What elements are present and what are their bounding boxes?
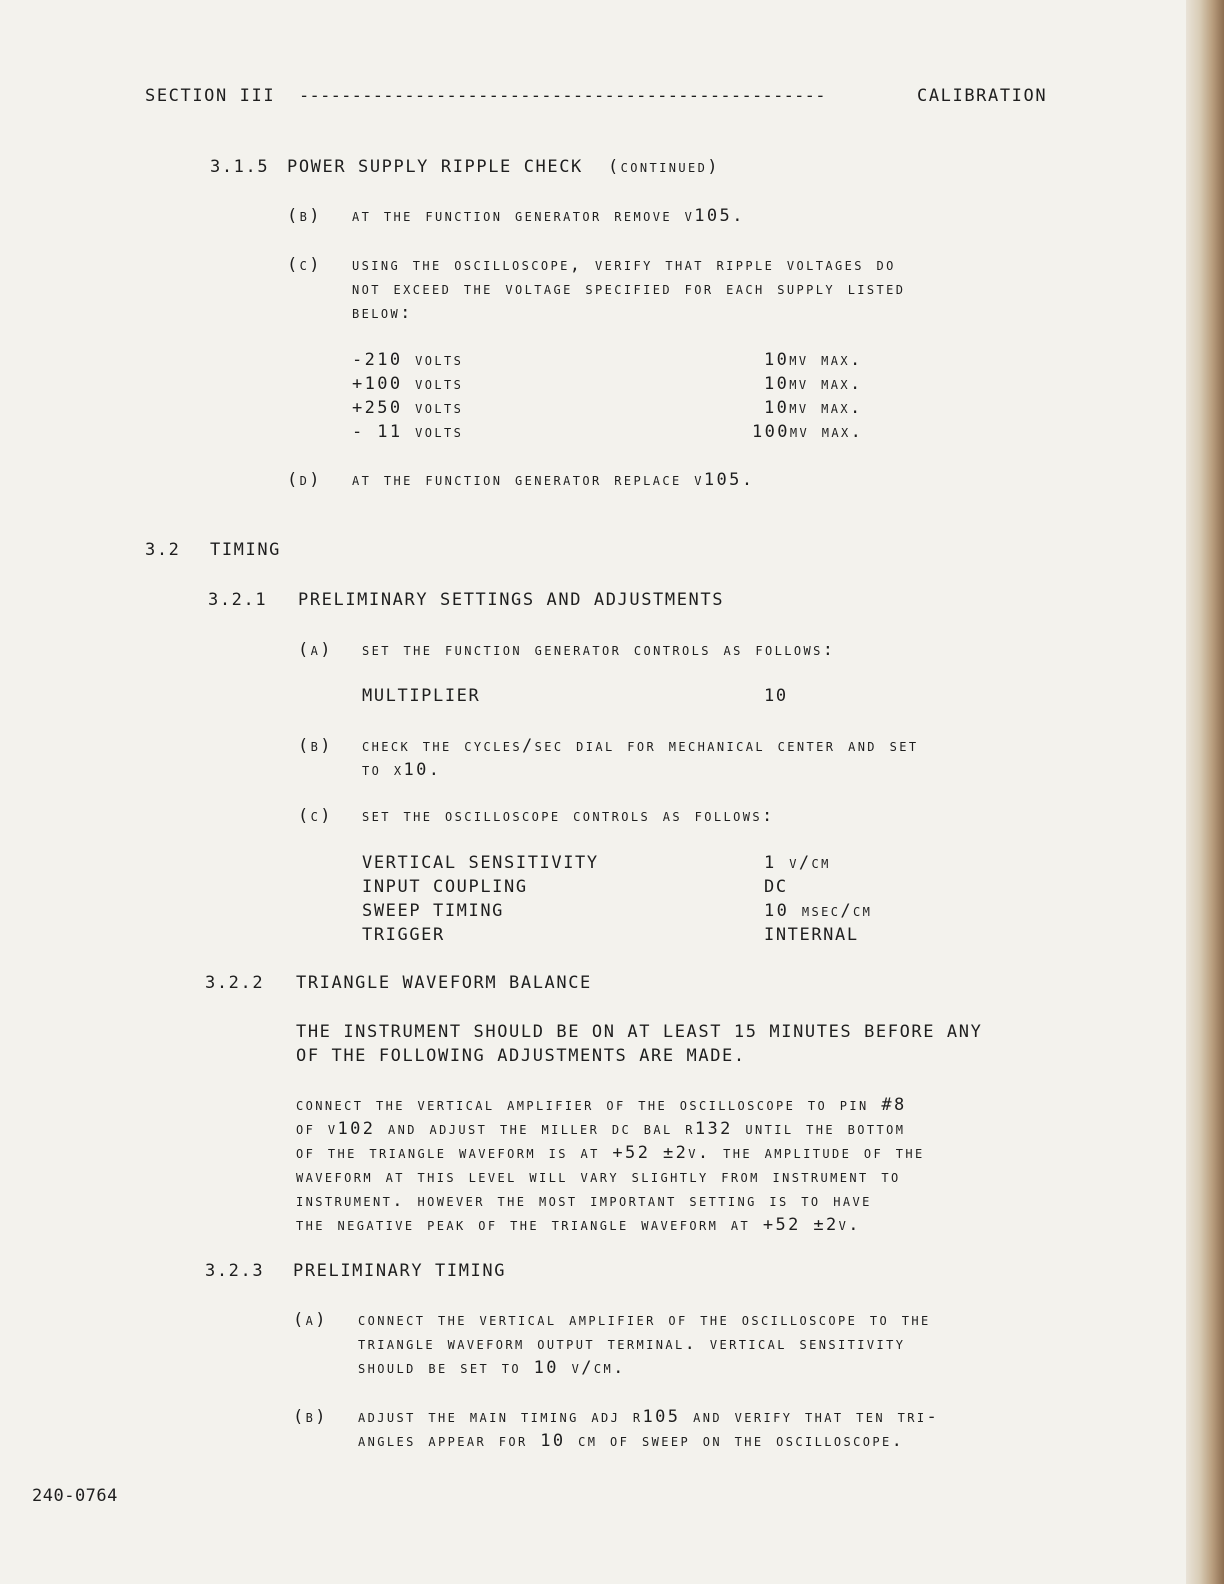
page-edge (1186, 0, 1224, 1584)
supply-max: 10mv max. (764, 374, 863, 394)
step-b-line: check the cycles/sec dial for mechanical center and set (362, 736, 919, 756)
step-b-label: (b) (298, 736, 333, 756)
step-a-label: (a) (298, 640, 333, 660)
paragraph-line: THE INSTRUMENT SHOULD BE ON AT LEAST 15 MINUTES BEFORE ANY (296, 1022, 983, 1042)
step-b-text: at the function generator remove v105. (352, 206, 745, 226)
step-d-label: (d) (287, 470, 322, 490)
supply-voltage: +100 volts (352, 374, 464, 394)
step-d-text: at the function generator replace v105. (352, 470, 755, 490)
section-header-left: SECTION III (145, 86, 276, 106)
step-b-label: (b) (287, 206, 322, 226)
paragraph-line: of the triangle waveform is at +52 ±2v. the amplitude of the (296, 1143, 925, 1163)
paragraph-line: instrument. however the most important setting is to have (296, 1191, 872, 1211)
step-c-line: below: (352, 303, 413, 323)
supply-voltage: +250 volts (352, 398, 464, 418)
section-3-2-3-title: PRELIMINARY TIMING (293, 1261, 507, 1281)
step-b-label: (b) (293, 1407, 328, 1427)
section-3-2-3-number: 3.2.3 (205, 1261, 265, 1281)
paragraph-line: waveform at this level will vary slightly from instrument to (296, 1167, 901, 1187)
section-3-2-title: TIMING (210, 540, 282, 560)
supply-max: 10mv max. (764, 398, 863, 418)
step-a-text: set the function generator controls as follows: (362, 640, 836, 660)
supply-voltage: - 11 volts (352, 422, 464, 442)
supply-max: 100mv max. (752, 422, 864, 442)
supply-max: 10mv max. (764, 350, 863, 370)
supply-voltage: -210 volts (352, 350, 464, 370)
step-a-line: connect the vertical amplifier of the oscilloscope to the (358, 1310, 931, 1330)
section-3-1-5-number: 3.1.5 (210, 157, 270, 177)
scope-value: INTERNAL (764, 925, 859, 945)
scope-value: 1 v/cm (764, 853, 831, 873)
section-3-2-2-number: 3.2.2 (205, 973, 265, 993)
step-c-line: using the oscilloscope, verify that ripple voltages do (352, 255, 896, 275)
scope-control: SWEEP TIMING (362, 901, 505, 921)
section-3-2-1-number: 3.2.1 (208, 590, 268, 610)
step-b-line: adjust the main timing adj r105 and verify that ten tri- (358, 1407, 940, 1427)
section-3-1-5-continued: (continued) (608, 157, 720, 177)
scope-value: DC (764, 877, 788, 897)
section-header-rule: -------------------------------------------------- (299, 86, 826, 106)
step-c-text: set the oscilloscope controls as follows: (362, 806, 775, 826)
step-a-line: triangle waveform output terminal. vertical sensitivity (358, 1334, 906, 1354)
multiplier-label: MULTIPLIER (362, 686, 481, 706)
step-c-label: (c) (298, 806, 333, 826)
step-b-line: to x10. (362, 760, 442, 780)
scope-control: TRIGGER (362, 925, 445, 945)
step-c-line: not exceed the voltage specified for each supply listed (352, 279, 906, 299)
section-3-2-1-title: PRELIMINARY SETTINGS AND ADJUSTMENTS (298, 590, 725, 610)
step-a-label: (a) (293, 1310, 328, 1330)
step-b-line: angles appear for 10 cm of sweep on the oscilloscope. (358, 1431, 905, 1451)
section-3-2-number: 3.2 (145, 540, 181, 560)
step-a-line: should be set to 10 v/cm. (358, 1358, 626, 1378)
paragraph-line: the negative peak of the triangle waveform at +52 ±2v. (296, 1215, 861, 1235)
document-number: 240-0764 (32, 1486, 118, 1506)
paragraph-line: connect the vertical amplifier of the oscilloscope to pin #8 (296, 1095, 907, 1115)
scope-control: INPUT COUPLING (362, 877, 528, 897)
paragraph-line: of v102 and adjust the miller dc bal r132 until the bottom (296, 1119, 906, 1139)
section-header-right: CALIBRATION (917, 86, 1048, 106)
scope-value: 10 msec/cm (764, 901, 873, 921)
multiplier-value: 10 (764, 686, 788, 706)
scope-control: VERTICAL SENSITIVITY (362, 853, 599, 873)
step-c-label: (c) (287, 255, 322, 275)
section-3-1-5-title: POWER SUPPLY RIPPLE CHECK (287, 157, 583, 177)
section-3-2-2-title: TRIANGLE WAVEFORM BALANCE (296, 973, 592, 993)
paragraph-line: OF THE FOLLOWING ADJUSTMENTS ARE MADE. (296, 1046, 746, 1066)
